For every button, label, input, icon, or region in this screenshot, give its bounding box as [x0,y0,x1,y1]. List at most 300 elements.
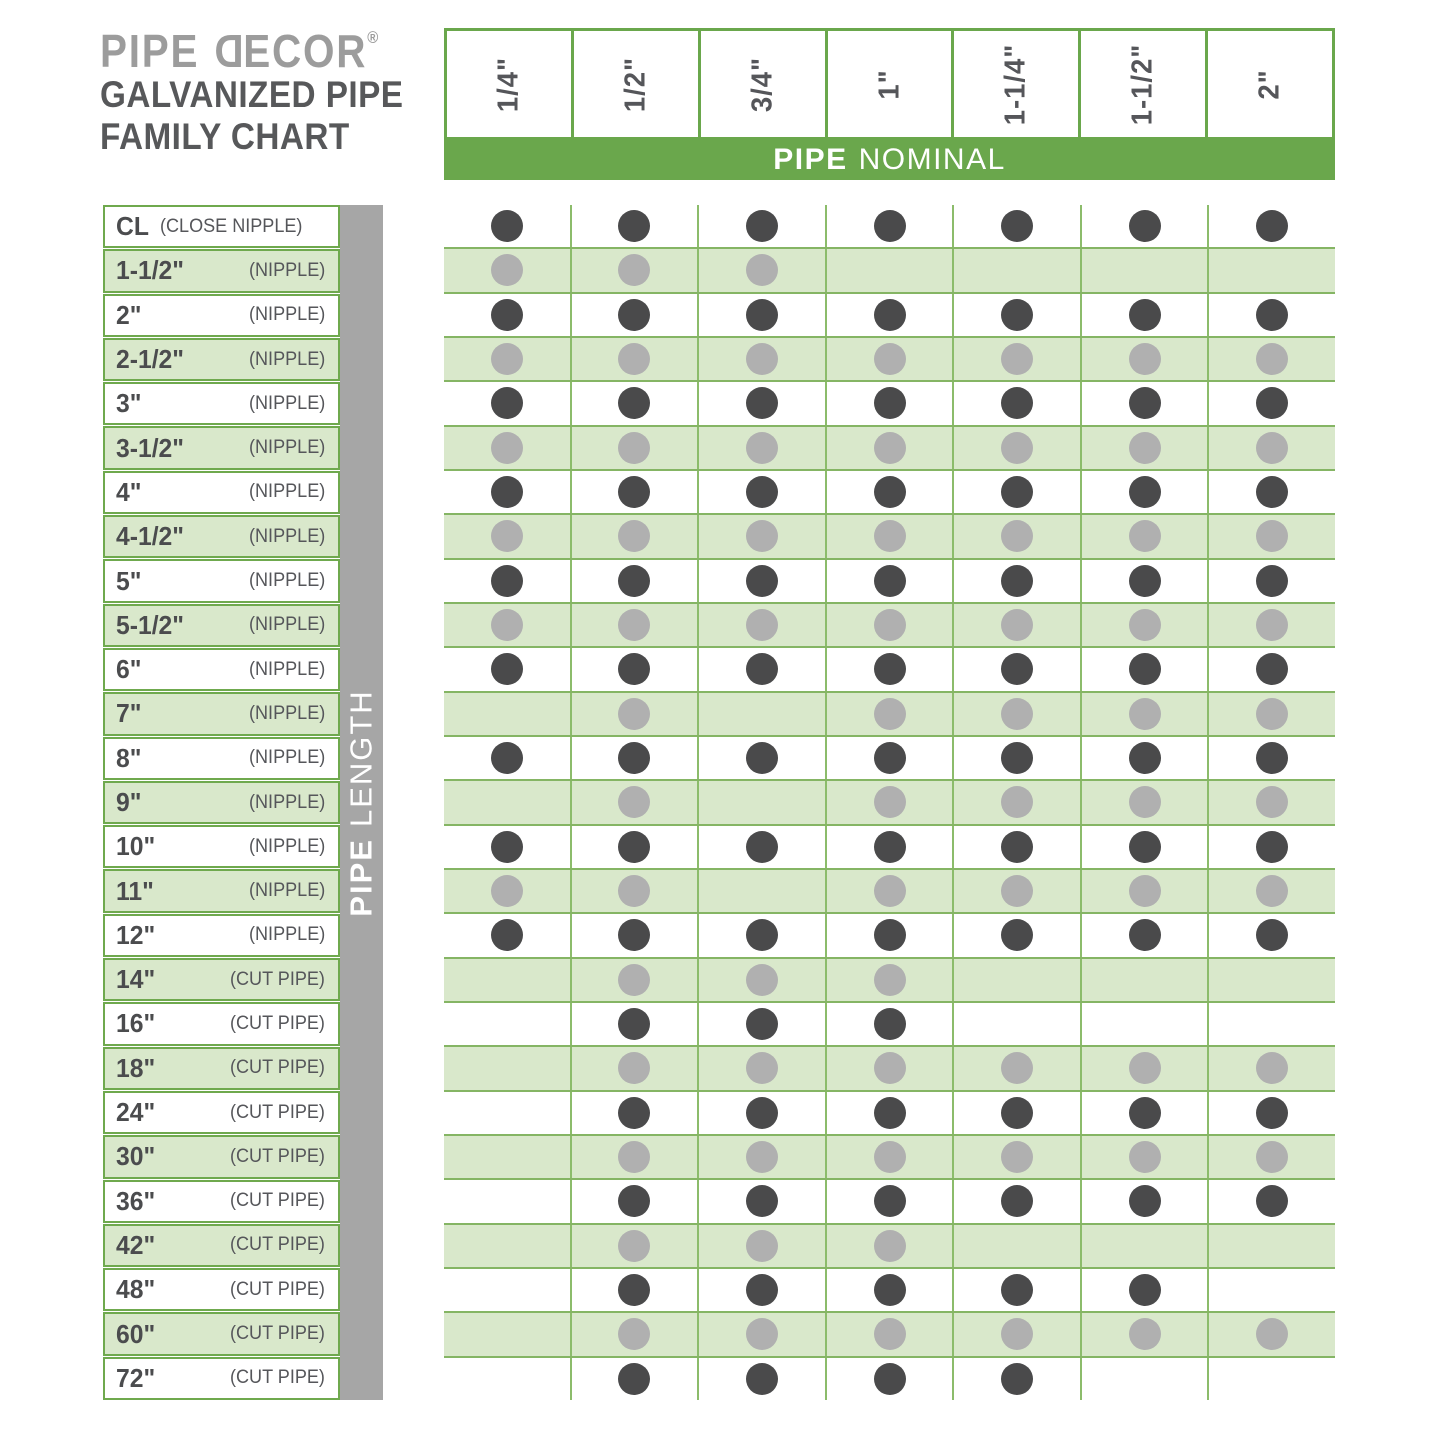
column-header-label: 1/4" [492,56,525,112]
matrix-cell-r18-c3 [697,959,825,1001]
availability-dot [1001,1363,1033,1395]
availability-dot [1001,786,1033,818]
matrix-cell-r17-c7 [1207,914,1335,956]
matrix-row-r8 [444,513,1335,559]
availability-dot [746,1185,778,1217]
availability-dot [1001,1097,1033,1129]
pipe-length-value: 8" [116,742,142,773]
pipe-kind-label: (NIPPLE) [248,437,325,459]
matrix-cell-r18-c5 [952,959,1080,1001]
matrix-cell-r21-c2 [570,1092,698,1134]
matrix-cell-r12-c7 [1207,693,1335,735]
availability-dot [1256,343,1288,375]
matrix-cell-r1-c3 [697,205,825,247]
availability-dot [1001,1185,1033,1217]
availability-dot [1256,210,1288,242]
availability-dot [874,875,906,907]
availability-dot [746,919,778,951]
availability-dot [1129,609,1161,641]
availability-dot [1256,653,1288,685]
availability-dot [1256,1318,1288,1350]
matrix-cell-r12-c3 [697,693,825,735]
matrix-row-r27 [444,1358,1335,1400]
column-header-c5 [951,28,1081,140]
matrix-cell-r4-c1 [444,338,570,380]
availability-dot [874,387,906,419]
matrix-cell-r5-c5 [952,382,1080,424]
availability-dot [874,698,906,730]
availability-dot [1256,476,1288,508]
matrix-cell-r17-c1 [444,914,570,956]
matrix-cell-r18-c4 [825,959,953,1001]
matrix-cell-r7-c2 [570,471,698,513]
pipe-kind-label: (CUT PIPE) [230,968,325,990]
availability-dot [1001,742,1033,774]
pipe-length-rest: LENGTH [343,688,379,827]
matrix-cell-r21-c4 [825,1092,953,1134]
matrix-cell-r7-c3 [697,471,825,513]
matrix-cell-r26-c6 [1080,1313,1208,1355]
matrix-row-r4 [444,336,1335,382]
matrix-cell-r3-c1 [444,294,570,336]
matrix-cell-r14-c4 [825,781,953,823]
pipe-kind-label: (NIPPLE) [248,392,325,414]
matrix-cell-r10-c1 [444,604,570,646]
matrix-cell-r23-c4 [825,1180,953,1222]
availability-dot [874,919,906,951]
chart-title-line2: FAMILY CHART [100,116,350,157]
matrix-cell-r11-c2 [570,648,698,690]
matrix-cell-r7-c5 [952,471,1080,513]
pipe-kind-label: (CUT PIPE) [230,1190,325,1212]
pipe-kind-label: (NIPPLE) [248,481,325,503]
matrix-cell-r27-c7 [1207,1358,1335,1400]
availability-dot [618,742,650,774]
pipe-nominal-rest: NOMINAL [858,143,1006,176]
availability-dot [618,299,650,331]
availability-dot [618,432,650,464]
matrix-cell-r9-c1 [444,560,570,602]
availability-dot [1001,476,1033,508]
row-label-r8 [103,515,340,558]
matrix-cell-r13-c5 [952,737,1080,779]
brand-prefix: PIPE [100,25,213,77]
availability-dot [746,254,778,286]
matrix-cell-r22-c5 [952,1136,1080,1178]
availability-dot [746,343,778,375]
matrix-cell-r27-c3 [697,1358,825,1400]
availability-dot [874,1097,906,1129]
row-label-r16 [103,869,340,912]
pipe-length-value: 5" [116,565,142,596]
pipe-kind-label: (NIPPLE) [248,702,325,724]
column-header-c4 [825,28,955,140]
availability-dot [874,1185,906,1217]
availability-dot [1129,1097,1161,1129]
matrix-cell-r20-c1 [444,1047,570,1089]
matrix-cell-r11-c1 [444,648,570,690]
availability-dot [618,698,650,730]
matrix-row-r6 [444,425,1335,471]
matrix-cell-r19-c7 [1207,1003,1335,1045]
availability-dot [1256,831,1288,863]
availability-dot [1129,742,1161,774]
chart-title [100,74,403,158]
matrix-cell-r9-c3 [697,560,825,602]
availability-dot [618,254,650,286]
availability-dot [1129,831,1161,863]
availability-dot [618,1141,650,1173]
matrix-cell-r24-c2 [570,1225,698,1267]
matrix-cell-r16-c2 [570,870,698,912]
row-label-r23 [103,1180,340,1223]
availability-dot [491,432,523,464]
pipe-length-label [344,689,380,916]
matrix-cell-r12-c4 [825,693,953,735]
pipe-length-value: 11" [116,875,154,906]
matrix-cell-r22-c2 [570,1136,698,1178]
matrix-row-r17 [444,914,1335,956]
availability-dot [618,565,650,597]
matrix-cell-r14-c2 [570,781,698,823]
matrix-cell-r22-c4 [825,1136,953,1178]
matrix-cell-r13-c7 [1207,737,1335,779]
availability-dot [874,1230,906,1262]
row-label-r5 [103,382,340,425]
availability-dot [1001,565,1033,597]
matrix-cell-r15-c6 [1080,826,1208,868]
pipe-kind-label: (CUT PIPE) [230,1145,325,1167]
availability-dot [618,1185,650,1217]
availability-dot [618,875,650,907]
availability-dot [491,831,523,863]
availability-dot [874,1363,906,1395]
pipe-length-value: 2" [116,299,142,330]
matrix-cell-r23-c5 [952,1180,1080,1222]
pipe-kind-label: (CLOSE NIPPLE) [159,215,303,237]
matrix-cell-r11-c6 [1080,648,1208,690]
pipe-kind-label: (NIPPLE) [248,525,325,547]
matrix-cell-r20-c6 [1080,1047,1208,1089]
matrix-cell-r20-c7 [1207,1047,1335,1089]
matrix-cell-r1-c4 [825,205,953,247]
matrix-cell-r9-c2 [570,560,698,602]
matrix-cell-r17-c4 [825,914,953,956]
availability-dot [618,786,650,818]
matrix-cell-r15-c2 [570,826,698,868]
availability-dot [1129,1052,1161,1084]
matrix-cell-r12-c5 [952,693,1080,735]
matrix-cell-r13-c6 [1080,737,1208,779]
matrix-cell-r24-c7 [1207,1225,1335,1267]
availability-dot [874,964,906,996]
row-label-r18 [103,958,340,1001]
availability-dot [746,1318,778,1350]
matrix-cell-r12-c2 [570,693,698,735]
availability-dot [1256,565,1288,597]
matrix-cell-r18-c7 [1207,959,1335,1001]
matrix-cell-r9-c6 [1080,560,1208,602]
column-header-c2 [571,28,701,140]
pipe-length-value: 48" [116,1274,156,1305]
matrix-cell-r25-c7 [1207,1269,1335,1311]
matrix-cell-r26-c2 [570,1313,698,1355]
matrix-cell-r12-c1 [444,693,570,735]
matrix-cell-r15-c7 [1207,826,1335,868]
matrix-cell-r23-c1 [444,1180,570,1222]
matrix-row-r7 [444,471,1335,513]
availability-dot [1256,1185,1288,1217]
matrix-row-r21 [444,1092,1335,1134]
pipe-length-bold: PIPE [343,837,379,917]
availability-dot [1129,565,1161,597]
matrix-cell-r3-c3 [697,294,825,336]
registered-mark: ® [367,28,379,47]
availability-dot [1001,210,1033,242]
availability-dot [1129,1318,1161,1350]
availability-dot [1256,1141,1288,1173]
column-header-label: 2" [1253,68,1286,100]
matrix-cell-r14-c3 [697,781,825,823]
pipe-kind-label: (NIPPLE) [248,747,325,769]
matrix-cell-r1-c1 [444,205,570,247]
matrix-cell-r17-c6 [1080,914,1208,956]
row-label-r15 [103,825,340,868]
matrix-row-r15 [444,826,1335,868]
matrix-cell-r27-c2 [570,1358,698,1400]
matrix-row-r14 [444,779,1335,825]
matrix-cell-r6-c1 [444,427,570,469]
availability-dot [1129,875,1161,907]
matrix-cell-r25-c6 [1080,1269,1208,1311]
availability-dot [618,1363,650,1395]
availability-dot [746,565,778,597]
column-header-label: 3/4" [746,56,779,112]
matrix-cell-r17-c3 [697,914,825,956]
matrix-cell-r13-c4 [825,737,953,779]
matrix-cell-r9-c7 [1207,560,1335,602]
matrix-row-r10 [444,602,1335,648]
matrix-row-r13 [444,737,1335,779]
row-label-r9 [103,559,340,602]
pipe-kind-label: (NIPPLE) [248,924,325,946]
availability-dot [491,254,523,286]
matrix-row-r12 [444,691,1335,737]
row-label-r17 [103,914,340,957]
availability-dot [491,919,523,951]
column-header-label: 1-1/2" [1126,43,1159,125]
availability-dot [746,1274,778,1306]
pipe-length-value: 3" [116,388,142,419]
matrix-cell-r3-c5 [952,294,1080,336]
matrix-cell-r2-c5 [952,249,1080,291]
availability-dot [874,1008,906,1040]
matrix-cell-r21-c6 [1080,1092,1208,1134]
pipe-length-value: 60" [116,1318,156,1349]
availability-dot [746,1097,778,1129]
availability-dot [874,653,906,685]
matrix-cell-r26-c3 [697,1313,825,1355]
matrix-cell-r11-c4 [825,648,953,690]
matrix-cell-r24-c4 [825,1225,953,1267]
matrix-cell-r2-c4 [825,249,953,291]
availability-dot [746,1230,778,1262]
availability-dot [1256,742,1288,774]
availability-dot [874,432,906,464]
availability-dot [1129,432,1161,464]
matrix-cell-r1-c7 [1207,205,1335,247]
availability-dot [1129,520,1161,552]
matrix-cell-r13-c1 [444,737,570,779]
matrix-cell-r16-c6 [1080,870,1208,912]
availability-dot [746,831,778,863]
availability-dot [1001,432,1033,464]
pipe-kind-label: (NIPPLE) [248,348,325,370]
pipe-length-value: 3-1/2" [116,432,185,463]
row-label-r20 [103,1047,340,1090]
availability-dot [746,432,778,464]
column-header-label: 1" [873,68,906,100]
matrix-cell-r10-c7 [1207,604,1335,646]
matrix-cell-r18-c6 [1080,959,1208,1001]
matrix-cell-r4-c3 [697,338,825,380]
availability-dot [1001,1274,1033,1306]
matrix-cell-r10-c4 [825,604,953,646]
availability-dot [1001,343,1033,375]
matrix-cell-r8-c1 [444,515,570,557]
row-label-r27 [103,1357,340,1400]
matrix-cell-r16-c7 [1207,870,1335,912]
matrix-cell-r19-c5 [952,1003,1080,1045]
matrix-cell-r9-c5 [952,560,1080,602]
matrix-cell-r23-c7 [1207,1180,1335,1222]
matrix-cell-r20-c4 [825,1047,953,1089]
matrix-cell-r5-c2 [570,382,698,424]
availability-dot [618,476,650,508]
matrix-cell-r21-c7 [1207,1092,1335,1134]
matrix-cell-r20-c5 [952,1047,1080,1089]
matrix-cell-r5-c7 [1207,382,1335,424]
matrix-cell-r25-c1 [444,1269,570,1311]
pipe-length-value: 24" [116,1097,156,1128]
availability-dot [1001,919,1033,951]
matrix-cell-r10-c6 [1080,604,1208,646]
matrix-cell-r6-c2 [570,427,698,469]
availability-dot [1001,831,1033,863]
availability-dot [491,210,523,242]
pipe-kind-label: (NIPPLE) [248,835,325,857]
matrix-cell-r3-c4 [825,294,953,336]
availability-dot [874,343,906,375]
matrix-cell-r11-c5 [952,648,1080,690]
availability-dot [1256,299,1288,331]
availability-dot [874,1052,906,1084]
matrix-cell-r5-c4 [825,382,953,424]
availability-dot [746,476,778,508]
matrix-row-r3 [444,294,1335,336]
matrix-cell-r22-c1 [444,1136,570,1178]
matrix-row-r26 [444,1311,1335,1357]
row-label-column [103,205,340,1400]
row-label-r22 [103,1135,340,1178]
availability-dot [491,343,523,375]
availability-dot [746,520,778,552]
row-label-r2 [103,249,340,292]
matrix-cell-r16-c1 [444,870,570,912]
matrix-cell-r3-c7 [1207,294,1335,336]
matrix-cell-r2-c3 [697,249,825,291]
availability-dot [618,919,650,951]
pipe-length-value: 12" [116,919,156,950]
matrix-cell-r24-c6 [1080,1225,1208,1267]
matrix-row-r23 [444,1180,1335,1222]
matrix-cell-r19-c2 [570,1003,698,1045]
matrix-cell-r25-c2 [570,1269,698,1311]
matrix-cell-r3-c6 [1080,294,1208,336]
column-header-c1 [444,28,574,140]
matrix-row-r11 [444,648,1335,690]
availability-dot [874,520,906,552]
availability-dot [1001,1141,1033,1173]
availability-dot [1129,653,1161,685]
matrix-cell-r4-c5 [952,338,1080,380]
column-headers [444,28,1335,140]
row-label-r4 [103,338,340,381]
availability-dot [1001,520,1033,552]
matrix-cell-r24-c3 [697,1225,825,1267]
matrix-cell-r10-c5 [952,604,1080,646]
availability-dot [1001,653,1033,685]
availability-dot [746,299,778,331]
availability-dot [1001,299,1033,331]
availability-dot [618,210,650,242]
matrix-cell-r27-c1 [444,1358,570,1400]
column-header-c7 [1205,28,1335,140]
pipe-kind-label: (NIPPLE) [248,791,325,813]
matrix-cell-r27-c5 [952,1358,1080,1400]
availability-dot [1129,919,1161,951]
matrix-cell-r6-c5 [952,427,1080,469]
availability-dot [874,831,906,863]
matrix-cell-r19-c6 [1080,1003,1208,1045]
pipe-kind-label: (CUT PIPE) [230,1367,325,1389]
pipe-length-value: 6" [116,654,142,685]
pipe-length-value: 72" [116,1362,156,1393]
row-label-r7 [103,471,340,514]
availability-dot [874,299,906,331]
availability-dot [874,565,906,597]
matrix-cell-r3-c2 [570,294,698,336]
pipe-length-value: 5-1/2" [116,609,185,640]
availability-dot [1129,698,1161,730]
availability-dot [874,1141,906,1173]
row-label-r19 [103,1002,340,1045]
matrix-row-r5 [444,382,1335,424]
matrix-cell-r15-c1 [444,826,570,868]
brand-suffix: ECOR [243,25,368,77]
matrix-cell-r6-c4 [825,427,953,469]
availability-dot [746,1008,778,1040]
matrix-cell-r13-c2 [570,737,698,779]
matrix-cell-r17-c2 [570,914,698,956]
availability-dot [491,875,523,907]
matrix-cell-r5-c6 [1080,382,1208,424]
matrix-cell-r1-c6 [1080,205,1208,247]
matrix-cell-r23-c6 [1080,1180,1208,1222]
pipe-length-value: 4-1/2" [116,521,185,552]
availability-dot [618,1097,650,1129]
matrix-cell-r7-c4 [825,471,953,513]
